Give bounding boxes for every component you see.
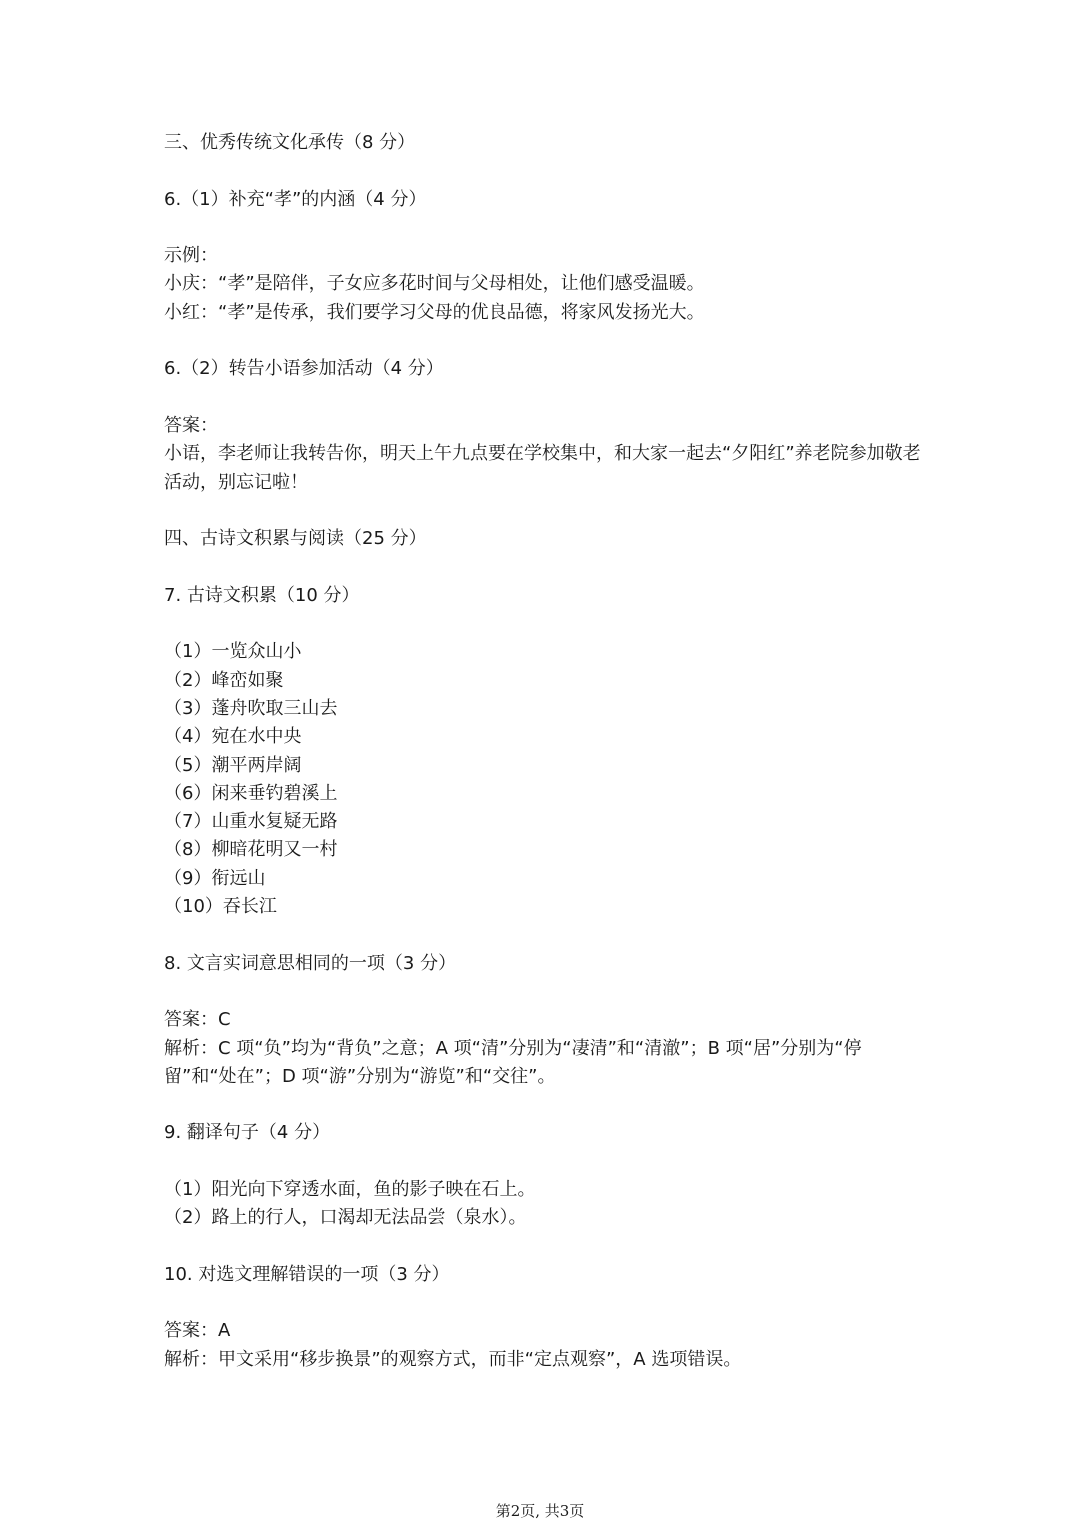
text-block xyxy=(164,638,924,921)
text-block xyxy=(164,1176,924,1233)
text-block xyxy=(164,242,924,327)
text-line: 示例： xyxy=(164,245,218,267)
text-line: （9）衔远山 xyxy=(164,867,266,889)
text-line: （7）山重水复疑无路 xyxy=(164,811,338,833)
section-heading: 8. 文言实词意思相同的一项（3 分） xyxy=(164,952,457,974)
text-line: （4）宛在水中央 xyxy=(164,726,302,748)
section-heading: 9. 翻译句子（4 分） xyxy=(164,1122,331,1144)
text-line: 答案：C xyxy=(164,1009,231,1031)
text-line: 解析：甲文采用“移步换景”的观察方式，而非“定点观察”，A 选项错误。 xyxy=(164,1348,742,1370)
text-block xyxy=(164,1006,924,1091)
text-line: （1）阳光向下穿透水面，鱼的影子映在石上。 xyxy=(164,1178,536,1200)
document-content xyxy=(164,129,924,1402)
text-line: 小庆：“孝”是陪伴，子女应多花时间与父母相处，让他们感受温暖。 xyxy=(164,273,705,295)
section-heading: 7. 古诗文积累（10 分） xyxy=(164,584,360,606)
text-line: 解析：C 项“负”均为“背负”之意；A 项“清”分别为“凄清”和“清澈”；B 项“居”分别为“停留”和“处在”；D 项“游”分别为“游览”和“交往”。 xyxy=(164,1037,862,1087)
text-line: （8）柳暗花明又一村 xyxy=(164,839,338,861)
text-line: （2）峰峦如聚 xyxy=(164,669,284,691)
section-heading: 三、优秀传统文化承传（8 分） xyxy=(164,132,416,153)
text-line: （2）路上的行人，口渴却无法品尝（泉水）。 xyxy=(164,1207,527,1229)
text-line: （10）吞长江 xyxy=(164,896,277,918)
text-block xyxy=(164,412,924,497)
text-line: （3）蓬舟吹取三山去 xyxy=(164,697,338,719)
text-line: （5）潮平两岸阔 xyxy=(164,754,302,776)
section-heading: 10. 对选文理解错误的一项（3 分） xyxy=(164,1263,450,1285)
text-block xyxy=(164,1317,924,1374)
text-line: 答案：A xyxy=(164,1320,231,1342)
section-heading: 6.（1）补充“孝”的内涵（4 分） xyxy=(164,188,427,210)
text-line: 小语，李老师让我转告你，明天上午九点要在学校集中，和大家一起去“夕阳红”养老院参加敬老活动，别忘记啦！ xyxy=(164,443,921,493)
text-line: 小红：“孝”是传承，我们要学习父母的优良品德，将家风发扬光大。 xyxy=(164,301,705,323)
text-line: （6）闲来垂钓碧溪上 xyxy=(164,782,338,804)
section-heading: 6.（2）转告小语参加活动（4 分） xyxy=(164,358,444,380)
text-line: （1）一览众山小 xyxy=(164,641,302,663)
section-heading: 四、古诗文积累与阅读（25 分） xyxy=(164,528,427,550)
text-line: 答案： xyxy=(164,414,218,436)
page-footer: 第2页, 共3页 xyxy=(495,1502,585,1520)
